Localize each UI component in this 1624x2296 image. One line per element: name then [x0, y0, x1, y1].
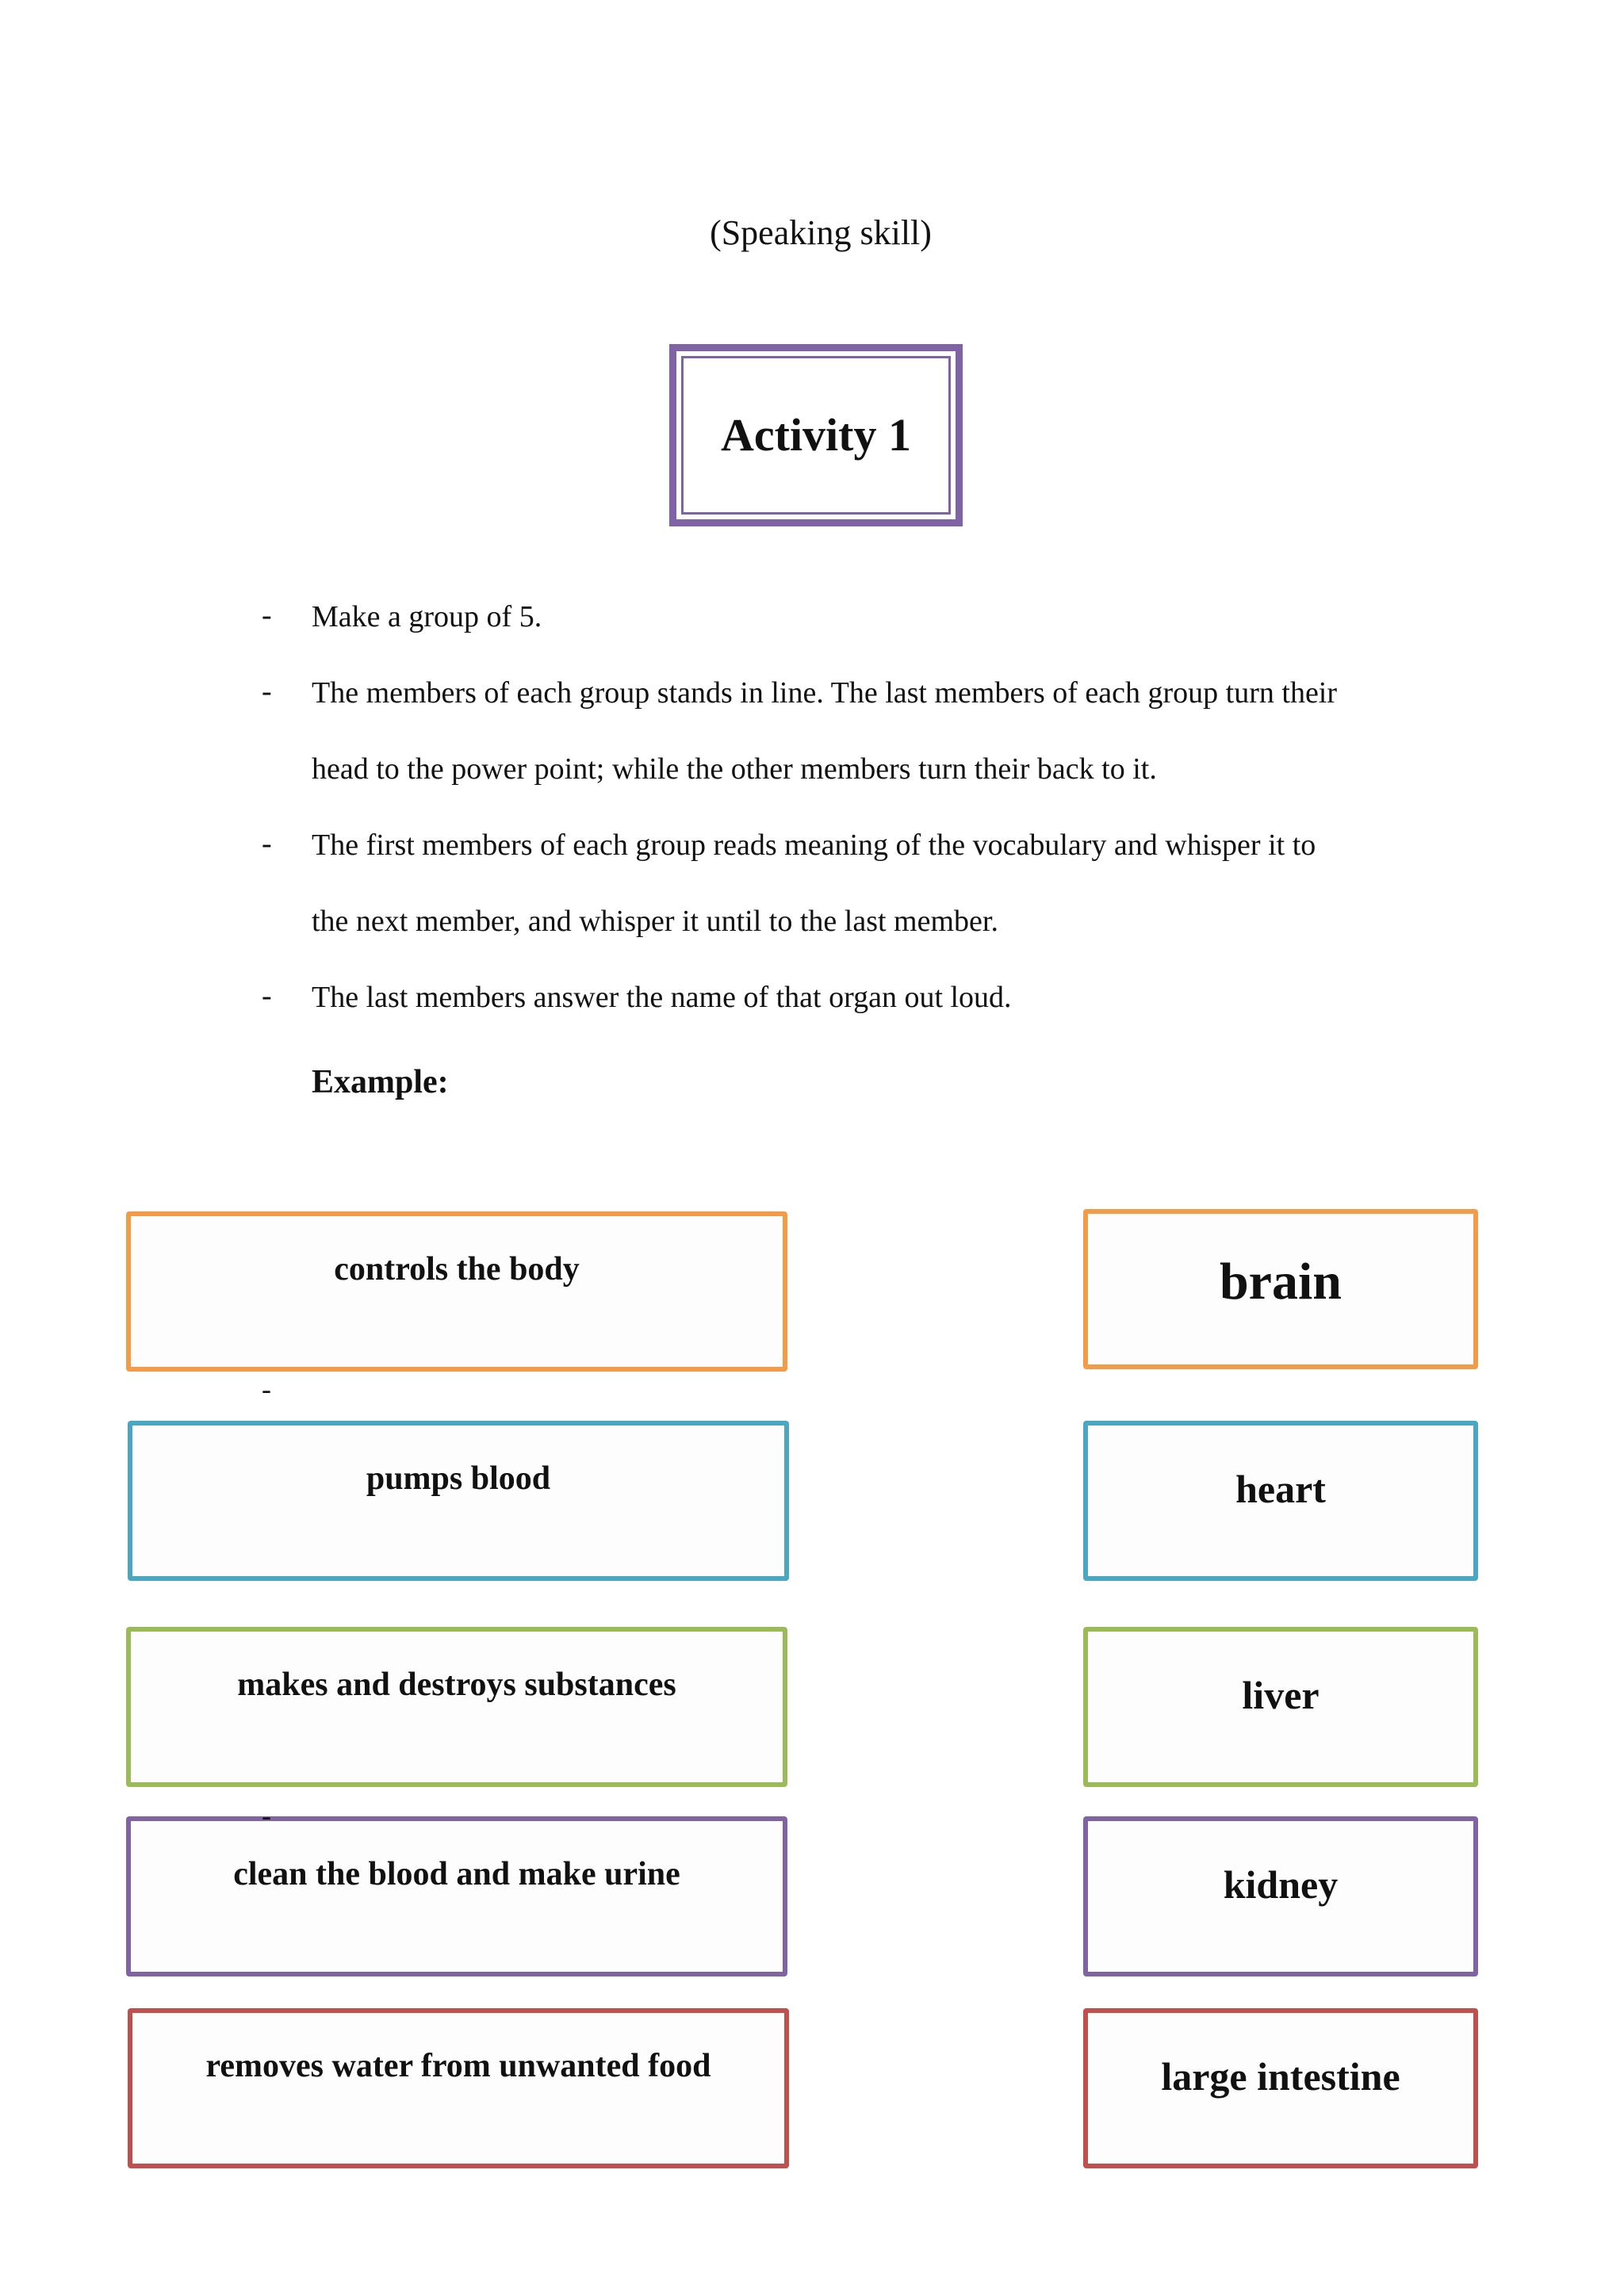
organ-card [1083, 2008, 1478, 2168]
organ-card [1083, 1627, 1478, 1787]
definition-text: removes water from unwanted food [205, 2048, 711, 2084]
example-label: Example: [312, 1064, 449, 1100]
instruction-line: The first members of each group reads meaning of the vocabulary and whisper it to [312, 828, 1316, 862]
organ-card [1083, 1421, 1478, 1581]
instruction-line: The members of each group stands in line. The last members of each group turn their [312, 676, 1338, 710]
stray-dash-mark: - [262, 1373, 271, 1405]
activity-title: Activity 1 [721, 409, 911, 461]
organ-name: liver [1242, 1673, 1320, 1717]
instruction-line: Make a group of 5. [312, 600, 542, 633]
definition-card [128, 2008, 789, 2168]
definition-card [128, 1421, 789, 1581]
bullet-dash: - [262, 599, 272, 632]
page-subtitle: (Speaking skill) [710, 213, 932, 252]
organ-card [1083, 1209, 1478, 1369]
definition-text: makes and destroys substances [237, 1667, 676, 1703]
instruction-line: the next member, and whisper it until to the last member. [312, 905, 998, 938]
organ-name: kidney [1223, 1862, 1339, 1907]
activity-title-inner-border [681, 356, 951, 515]
organ-name: large intestine [1161, 2054, 1400, 2099]
definition-text: clean the blood and make urine [233, 1856, 680, 1892]
organ-name: heart [1235, 1467, 1326, 1511]
definition-text: controls the body [334, 1251, 580, 1288]
instruction-line: The last members answer the name of that organ out loud. [312, 981, 1012, 1014]
instruction-line: head to the power point; while the other members turn their back to it. [312, 752, 1157, 786]
bullet-dash: - [262, 827, 272, 860]
organ-card [1083, 1816, 1478, 1976]
bullet-dash: - [262, 979, 272, 1012]
definition-card [126, 1627, 787, 1787]
definition-text: pumps blood [366, 1460, 551, 1497]
bullet-dash: - [262, 675, 272, 708]
organ-name: brain [1219, 1253, 1342, 1311]
definition-card [126, 1211, 787, 1372]
stray-dash-mark: - [262, 1800, 271, 1831]
activity-title-box [669, 344, 963, 526]
definition-card [126, 1816, 787, 1976]
